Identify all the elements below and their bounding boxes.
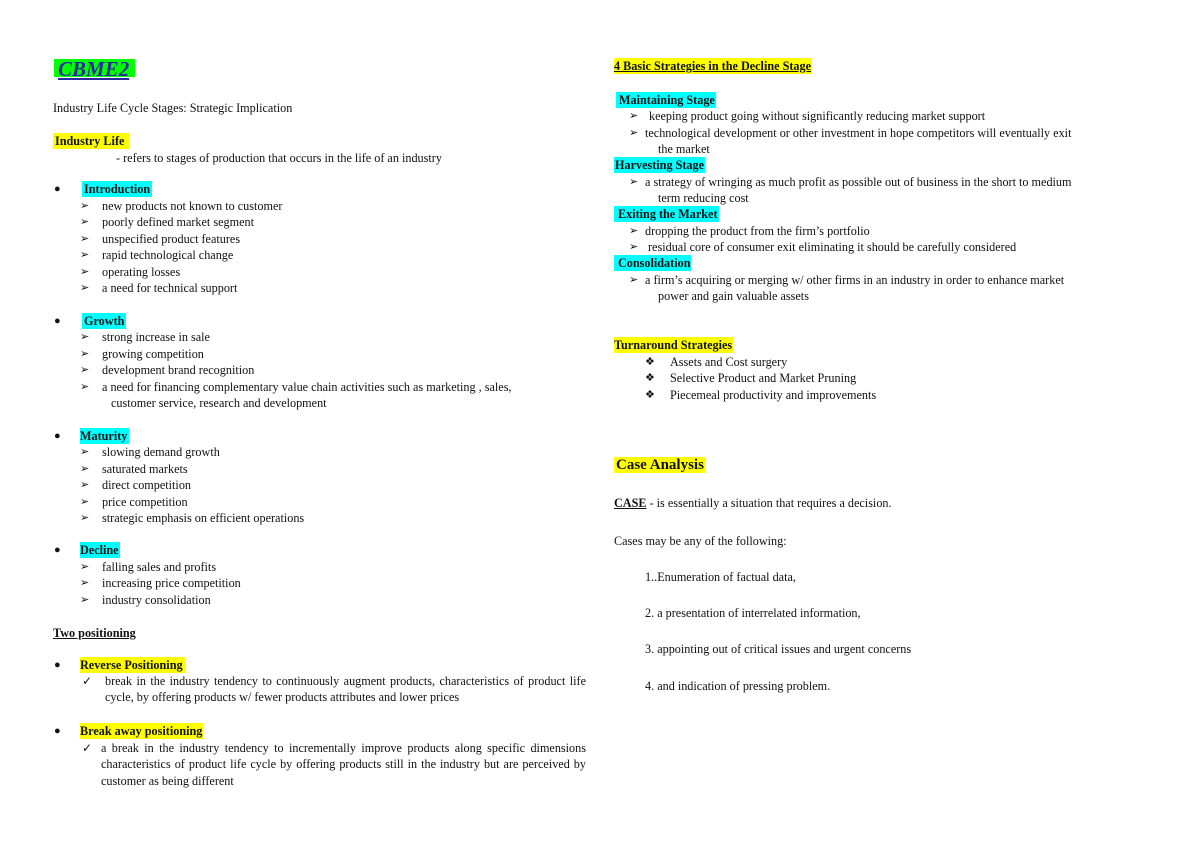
decline-heading: Decline — [80, 543, 119, 557]
arrow-bullet-icon: ➢ — [80, 463, 90, 475]
reverse-positioning-heading: Reverse Positioning — [80, 658, 183, 672]
arrow-bullet-icon: ➢ — [80, 200, 90, 212]
list-item: new products not known to customer — [102, 199, 283, 213]
arrow-bullet-icon: ➢ — [80, 577, 90, 589]
list-item: industry consolidation — [102, 593, 211, 607]
list-item: direct competition — [102, 478, 192, 492]
list-item: growing competition — [102, 347, 204, 361]
doc-title: CBME2 — [54, 59, 135, 77]
arrow-bullet-icon: ➢ — [80, 249, 90, 261]
list-item: rapid technological change — [102, 248, 234, 262]
diamond-bullet-icon: ❖ — [645, 389, 655, 401]
turnaround-heading: Turnaround Strategies — [614, 338, 733, 352]
list-item: a strategy of wringing as much profit as possible out of business in the short to medium — [645, 175, 1072, 189]
exiting-market-heading: Exiting the Market — [614, 206, 719, 222]
list-item: saturated markets — [102, 462, 188, 476]
diamond-bullet-icon: ❖ — [645, 356, 655, 368]
maintaining-stage-heading: Maintaining Stage — [616, 92, 716, 108]
list-item: strategic emphasis on efficient operations — [102, 511, 305, 525]
arrow-bullet-icon: ➢ — [80, 479, 90, 491]
list-item: Assets and Cost surgery — [670, 355, 788, 369]
industry-life-definition: - refers to stages of production that occurs in the life of an industry — [116, 151, 442, 165]
two-positioning-heading: Two positioning — [53, 626, 136, 640]
arrow-bullet-icon: ➢ — [80, 512, 90, 524]
arrow-bullet-icon: ➢ — [80, 594, 90, 606]
arrow-bullet-icon: ➢ — [629, 127, 639, 139]
list-item: 4. and indication of pressing problem. — [645, 679, 831, 693]
list-item: increasing price competition — [102, 576, 241, 590]
cases-intro: Cases may be any of the following: — [614, 534, 787, 548]
list-item: Selective Product and Market Pruning — [670, 371, 857, 385]
bullet-dot-icon: ● — [54, 183, 61, 195]
arrow-bullet-icon: ➢ — [80, 348, 90, 360]
list-item: residual core of consumer exit eliminating it should be carefully considered — [648, 240, 1017, 254]
arrow-bullet-icon: ➢ — [629, 274, 639, 286]
growth-heading: Growth — [84, 314, 125, 328]
case-definition — [614, 495, 892, 511]
list-item: 3. appointing out of critical issues and urgent concerns — [645, 642, 912, 656]
list-item-continuation: customer service, research and development — [111, 396, 327, 410]
list-item: price competition — [102, 495, 188, 509]
list-item: development brand recognition — [102, 363, 255, 377]
list-item: dropping the product from the firm’s portfolio — [645, 224, 870, 238]
arrow-bullet-icon: ➢ — [80, 561, 90, 573]
list-item: keeping product going without significantly reducing market support — [649, 109, 986, 123]
list-item: 1..Enumeration of factual data, — [645, 570, 796, 584]
list-item: unspecified product features — [102, 232, 241, 246]
case-analysis-heading: Case Analysis — [616, 457, 704, 473]
arrow-bullet-icon: ➢ — [629, 241, 639, 253]
reverse-positioning-text: break in the industry tendency to continuously augment products, characteristics of product life cycle, by offering products w/ fewer products attributes and lower prices — [105, 674, 586, 705]
bullet-dot-icon: ● — [54, 725, 61, 737]
maturity-heading: Maturity — [80, 429, 128, 443]
check-bullet-icon: ✓ — [82, 674, 93, 688]
list-item: a need for financing complementary value chain activities such as marketing , sales, — [102, 380, 512, 394]
arrow-bullet-icon: ➢ — [80, 364, 90, 376]
bullet-dot-icon: ● — [54, 315, 61, 327]
list-item: technological development or other investment in hope competitors will eventually exit — [645, 126, 1072, 140]
list-item: slowing demand growth — [102, 445, 220, 459]
list-item: operating losses — [102, 265, 181, 279]
diamond-bullet-icon: ❖ — [645, 372, 655, 384]
check-bullet-icon: ✓ — [82, 741, 93, 755]
breakaway-positioning-heading: Break away positioning — [80, 724, 203, 738]
bullet-dot-icon: ● — [54, 659, 61, 671]
bullet-dot-icon: ● — [54, 430, 61, 442]
list-item-continuation: term reducing cost — [658, 191, 749, 205]
list-item: Piecemeal productivity and improvements — [670, 388, 877, 402]
list-item: falling sales and profits — [102, 560, 217, 574]
arrow-bullet-icon: ➢ — [629, 225, 639, 237]
arrow-bullet-icon: ➢ — [629, 110, 639, 122]
bullet-dot-icon: ● — [54, 544, 61, 556]
arrow-bullet-icon: ➢ — [80, 446, 90, 458]
list-item: a firm’s acquiring or merging w/ other firms in an industry in order to enhance market — [645, 273, 1065, 287]
arrow-bullet-icon: ➢ — [80, 266, 90, 278]
subtitle: Industry Life Cycle Stages: Strategic Implication — [53, 101, 293, 115]
arrow-bullet-icon: ➢ — [80, 282, 90, 294]
consolidation-heading: Consolidation — [614, 255, 691, 271]
list-item: poorly defined market segment — [102, 215, 254, 229]
arrow-bullet-icon: ➢ — [629, 176, 639, 188]
list-item-continuation: the market — [658, 142, 710, 156]
list-item: a need for technical support — [102, 281, 238, 295]
arrow-bullet-icon: ➢ — [80, 233, 90, 245]
arrow-bullet-icon: ➢ — [80, 496, 90, 508]
arrow-bullet-icon: ➢ — [80, 216, 90, 228]
breakaway-positioning-text: a break in the industry tendency to incrementally improve products along specific dimensions characteristics of product life cycle by offering products still in the industry but are perceived by customer as being different — [101, 741, 586, 788]
list-item-continuation: power and gain valuable assets — [658, 289, 809, 303]
case-def-text: - is essentially a situation that requires a decision. — [646, 496, 892, 510]
harvesting-stage-heading: Harvesting Stage — [615, 158, 705, 172]
list-item: 2. a presentation of interrelated information, — [645, 606, 861, 620]
introduction-heading: Introduction — [84, 182, 151, 196]
industry-life-heading: Industry Life — [53, 133, 130, 149]
case-term: CASE — [614, 496, 647, 510]
arrow-bullet-icon: ➢ — [80, 381, 90, 393]
list-item: strong increase in sale — [102, 330, 210, 344]
decline-strategies-heading: 4 Basic Strategies in the Decline Stage — [614, 59, 811, 73]
arrow-bullet-icon: ➢ — [80, 331, 90, 343]
